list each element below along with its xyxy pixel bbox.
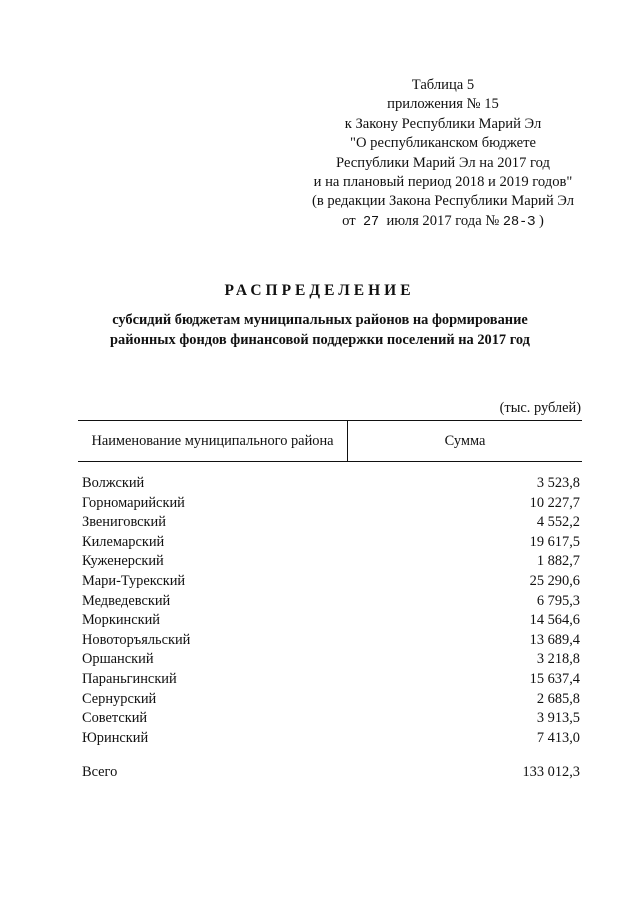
district-name: Медведевский [82,592,171,609]
district-name: Куженерский [82,553,164,570]
table-row [82,474,580,494]
district-name: Юринский [82,729,149,746]
table-row [82,552,580,572]
units-label: (тыс. рублей) [499,400,581,416]
table-header [78,420,582,462]
district-sum: 19 617,5 [529,533,580,550]
table-row [82,631,580,651]
header-line: Республики Марий Эл на 2017 год [336,154,550,171]
district-sum: 14 564,6 [529,612,580,629]
table-row [82,650,580,670]
district-name: Волжский [82,475,145,491]
district-name: Мари-Турекский [82,572,186,589]
district-sum: 3 218,8 [536,651,580,668]
district-sum: 25 290,6 [529,572,580,589]
total-row [82,762,580,782]
table-row [82,572,580,592]
total-label: Всего [82,764,118,780]
document-subtitle [60,310,580,350]
district-name: Новоторъяльский [82,631,191,648]
appendix-header [300,76,586,232]
table-row [82,494,580,514]
column-header-name: Наименование муниципального района [78,421,348,461]
subtitle-line: районных фондов финансовой поддержки поселений на 2017 год [110,332,530,348]
district-name: Звениговский [82,514,166,531]
district-name: Оршанский [82,651,154,668]
subtitle-line: субсидий бюджетам муниципальных районов на формирование [112,312,528,328]
header-line: приложения № 15 [387,96,499,113]
district-name: Сернурский [82,690,157,707]
table-body [82,474,580,748]
table-row [82,670,580,690]
district-sum: 3 913,5 [536,710,580,727]
district-sum: 13 689,4 [529,631,580,648]
header-line: "О республиканском бюджете [350,135,536,152]
district-name: Параньгинский [82,670,177,687]
district-sum: 7 413,0 [536,729,580,746]
header-law-prefix: от [342,212,356,229]
district-sum: 10 227,7 [529,494,580,511]
header-law-suffix: ) [538,212,544,229]
total-sum: 133 012,3 [522,764,580,780]
district-name: Моркинский [82,612,161,629]
district-sum: 4 552,2 [536,514,580,531]
document-title: РАСПРЕДЕЛЕНИЕ [224,282,415,299]
district-name: Советский [82,710,148,727]
header-law-date-line [300,212,586,232]
table-row [82,533,580,553]
header-law-middle: июля 2017 года № [386,212,500,229]
table-row [82,729,580,749]
table-row [82,611,580,631]
table-row [82,592,580,612]
table-row [82,690,580,710]
district-sum: 6 795,3 [536,592,580,609]
header-line: (в редакции Закона Республики Марий Эл [311,193,575,210]
district-sum: 3 523,8 [536,475,580,491]
district-name: Килемарский [82,533,165,550]
header-law-day: 27 [362,214,380,230]
header-line: Таблица 5 [411,77,475,93]
district-sum: 15 637,4 [529,670,580,687]
column-header-sum: Сумма [444,432,486,449]
table-row [82,709,580,729]
header-law-number: 28-З [502,214,536,230]
district-sum: 1 882,7 [536,553,580,570]
district-sum: 2 685,8 [536,690,580,707]
table-row [82,513,580,533]
header-line: к Закону Республики Марий Эл [344,115,542,132]
district-name: Горномарийский [82,494,185,511]
header-line: и на плановый период 2018 и 2019 годов" [313,174,573,191]
